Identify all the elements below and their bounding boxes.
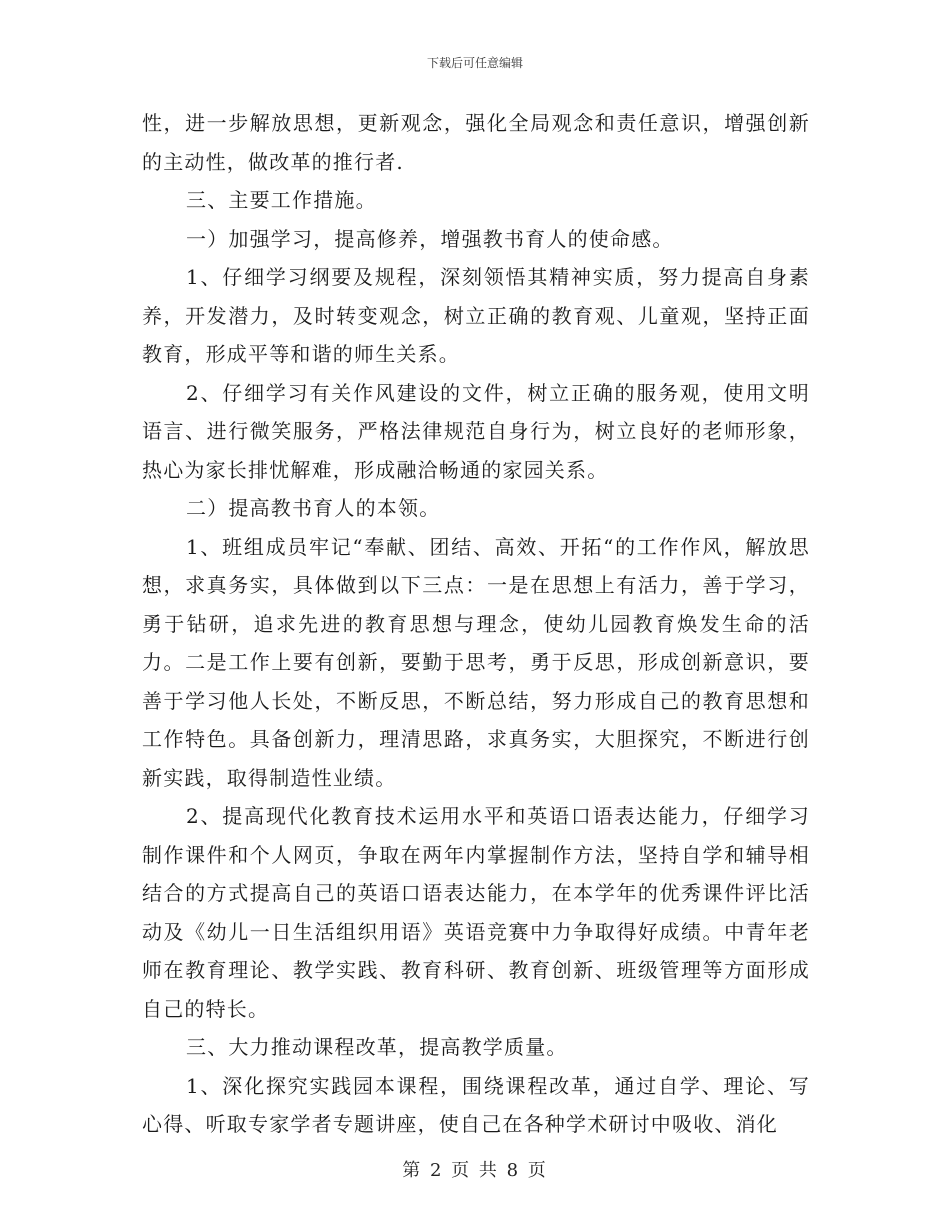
paragraph: 1、仔细学习纲要及规程，深刻领悟其精神实质，努力提高自身素养，开发潜力，及时转变观念，树立正确的教育观、儿童观，坚持正面教育，形成平等和谐的师生关系。 bbox=[142, 265, 810, 366]
subsection-heading: 二）提高教书育人的本领。 bbox=[186, 496, 441, 520]
document-body bbox=[142, 104, 810, 1144]
section-heading: 三、大力推动课程改革，提高教学质量。 bbox=[186, 1035, 568, 1059]
subsection-heading: 一）加强学习，提高修养，增强教书育人的使命感。 bbox=[186, 226, 674, 251]
page-number: 第 2 页 共 8 页 bbox=[402, 1160, 548, 1181]
paragraph: 1、深化探究实践园本课程，围绕课程改革，通过自学、理论、写心得、听取专家学者专题讲座，使自己在各种学术研讨中吸收、消化 bbox=[142, 1073, 810, 1136]
paragraph: 2、仔细学习有关作风建设的文件，树立正确的服务观，使用文明语言、进行微笑服务，严格法律规范自身行为，树立良好的老师形象，热心为家长排忧解难，形成融洽畅通的家园关系。 bbox=[142, 380, 810, 482]
paragraph: 性，进一步解放思想，更新观念，强化全局观念和责任意识，增强创新的主动性，做改革的推行者. bbox=[142, 111, 810, 174]
paragraph: 1、班组成员牢记“奉献、团结、高效、开拓“的工作作风，解放思想，求真务实，具体做到以下三点：一是在思想上有活力，善于学习，勇于钻研，追求先进的教育思想与理念，使幼儿园教育焕发生命的活力。二是工作上要有创新，要勤于思考，勇于反思，形成创新意识，要善于学习他人长处，不断反思，不断总结，努力形成自己的教育思想和工作特色。具备创新力，理清思路，求真务实，大胆探究，不断进行创新实践，取得制造性业绩。 bbox=[142, 534, 810, 790]
section-heading: 三、主要工作措施。 bbox=[186, 188, 377, 212]
header-note: 下载后可任意编辑 bbox=[426, 56, 523, 70]
paragraph: 2、提高现代化教育技术运用水平和英语口语表达能力，仔细学习制作课件和个人网页，争取在两年内掌握制作方法，坚持自学和辅导相结合的方式提高自己的英语口语表达能力，在本学年的优秀课件评比活动及《幼儿一日生活组织用语》英语竞赛中力争取得好成绩。中青年老师在教育理论、教学实践、教育科研、教育创新、班级管理等方面形成自己的特长。 bbox=[142, 804, 810, 1021]
